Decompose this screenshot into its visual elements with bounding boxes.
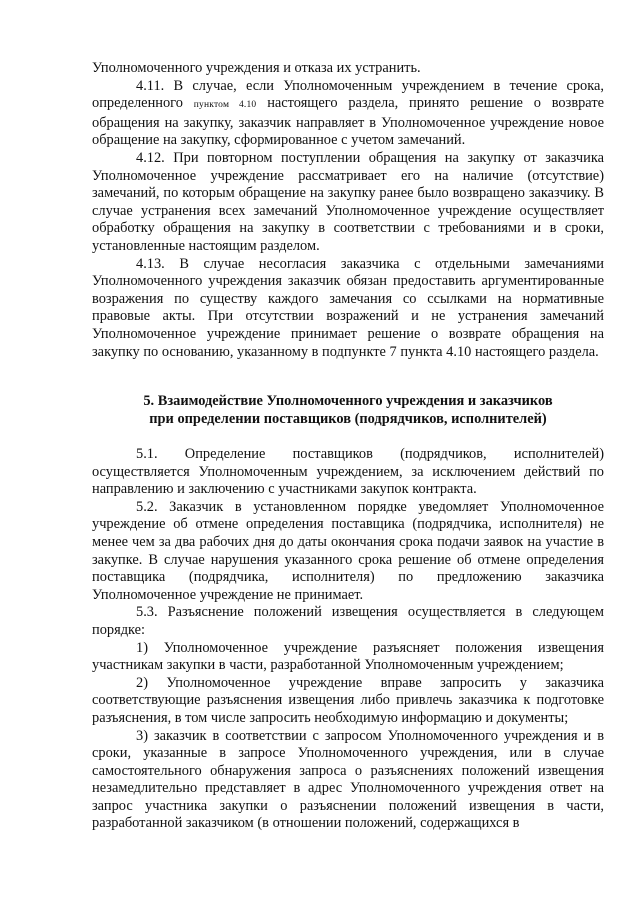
- paragraph-4-11-reference: пунктом 4.10: [193, 100, 257, 111]
- text-block-section-4: [92, 60, 604, 361]
- paragraph-4-13: 4.13. В случае несогласия заказчика с отдельными замечаниями Уполномоченного учреждения заказчик обязан предоставить аргументированные возражения по существу каждого замечания со ссылками на нормативные правовые акты. При отсутствии возражений и не устранения замечаний Уполномоченное учреждение принимает решение о возврате обращения на закупку по основанию, указанному в подпункте 7 пункта 4.10 настоящего раздела.: [92, 255, 604, 360]
- paragraph-continuation: Уполномоченного учреждения и отказа их устранить.: [92, 60, 421, 76]
- paragraph-4-12: 4.12. При повторном поступлении обращения на закупку от заказчика Уполномоченное учреждение рассматривает его на наличие (отсутствие) замечаний, по которым обращение на закупку ранее было возвращено заказчику. В случае устранения всех замечаний Уполномоченное учреждение осуществляет обработку обращения на закупку в соответствии с требованиями и в сроки, установленные настоящим разделом.: [92, 149, 604, 254]
- paragraph-5-3-item-3: 3) заказчик в соответствии с запросом Уполномоченного учреждения и в сроки, указанные в запросе Уполномоченного учреждения, или в случае самостоятельного обнаружения запроса о разъяснениях положений извещения незамедлительно представляет в адрес Уполномоченного учреждения ответ на запрос участника закупки о разъяснении положений извещения в части, разработанной заказчиком (в отношении положений, содержащихся в: [92, 727, 604, 832]
- section-5-title-line1: 5. Взаимодействие Уполномоченного учреждения и заказчиков: [143, 393, 553, 409]
- paragraph-5-3-item-1: 1) Уполномоченное учреждение разъясняет положения извещения участникам закупки в части, разработанной Уполномоченным учреждением;: [92, 639, 604, 674]
- paragraph-4-11-text-a: 4.11. В случае, если Уполномоченным учреждением в течение срока, определенного: [92, 77, 604, 112]
- paragraph-5-3: 5.3. Разъяснение положений извещения осуществляется в следующем порядке:: [92, 604, 604, 638]
- paragraph-5-3-item-2: 2) Уполномоченное учреждение вправе запросить у заказчика соответствующие разъяснения извещения либо привлечь заказчика к подготовке разъяснения, в том числе запросить необходимую информацию и документы;: [92, 674, 604, 726]
- section-5-heading: [92, 393, 604, 428]
- section-5-title-line2: при определении поставщиков (подрядчиков, исполнителей): [149, 410, 547, 427]
- paragraph-4-11-text-b: настоящего раздела, принято решение о возврате обращения на закупку, заказчик направляет в Уполномоченное учреждение новое обращение на закупку, сформированное с учетом замечаний.: [92, 95, 604, 149]
- paragraph-5-2: 5.2. Заказчик в установленном порядке уведомляет Уполномоченное учреждение об отмене определения поставщика (подрядчика, исполнителя) не менее чем за два рабочих дня до даты окончания срока подачи заявок на участие в закупке. В случае нарушения указанного срока решение об отмене определения поставщика (подрядчика, исполнителя) по предложению заказчика Уполномоченное учреждение не принимает.: [92, 498, 604, 603]
- paragraph-4-11: [92, 78, 604, 150]
- paragraph-5-1: 5.1. Определение поставщиков (подрядчиков, исполнителей) осуществляется Уполномоченным учреждением, за исключением действий по направлению и заключению с участниками закупок контракта.: [92, 446, 604, 498]
- text-block-section-5: [92, 446, 604, 833]
